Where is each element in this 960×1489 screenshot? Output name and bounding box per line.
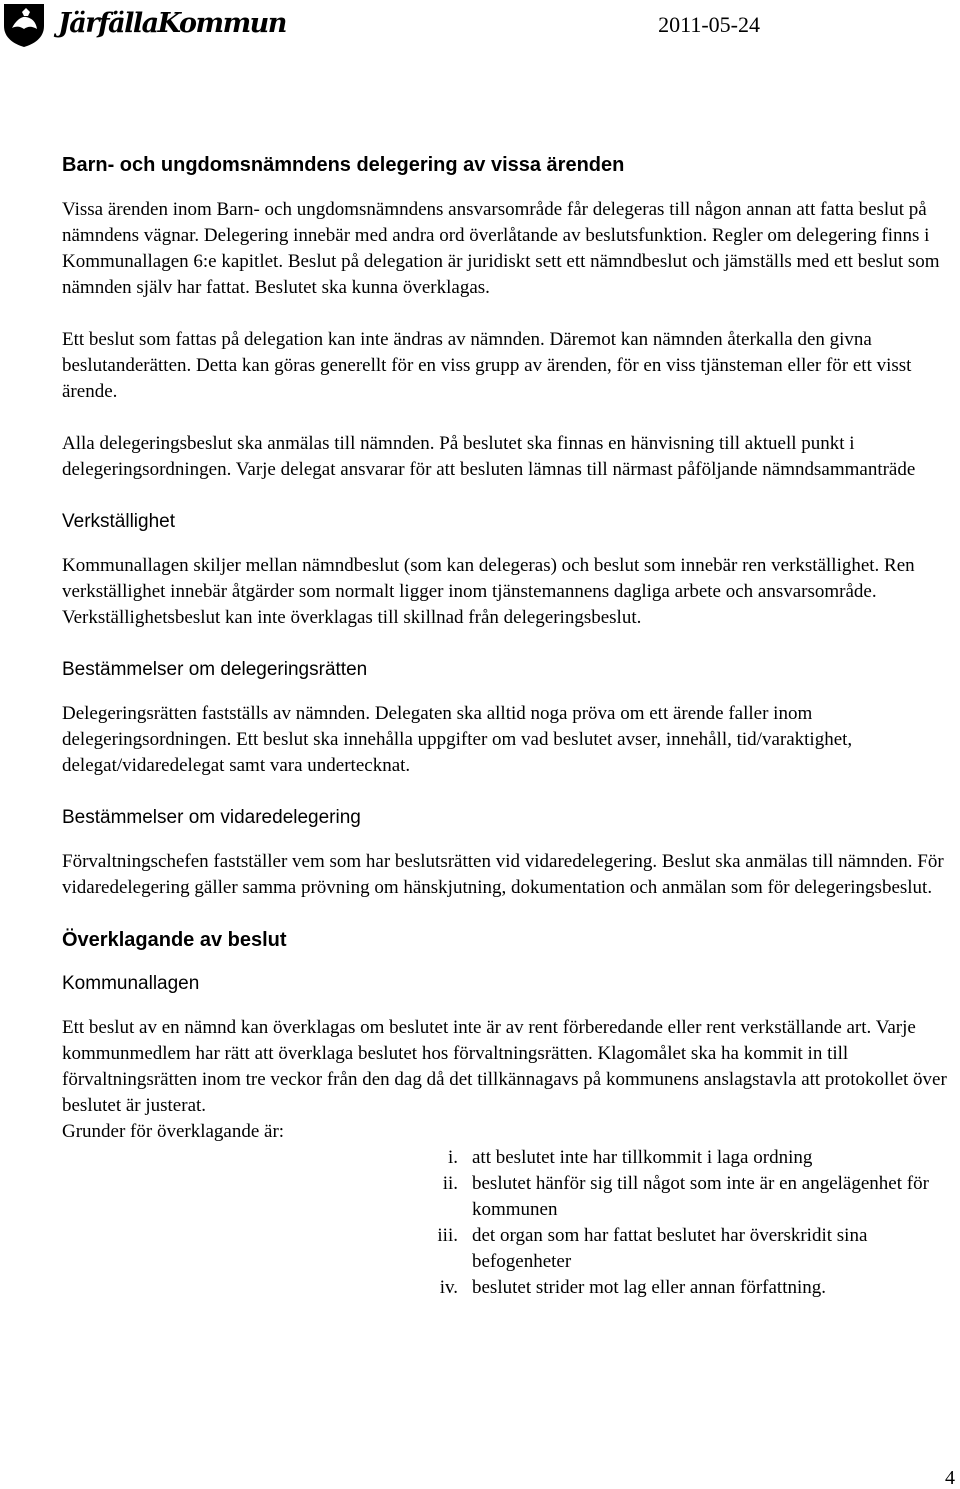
list-item-number: i. <box>447 1147 458 1168</box>
list-item-text: det organ som har fattat beslutet har överskridit sina befogenheter <box>472 1225 868 1272</box>
page-number: 4 <box>945 1467 955 1489</box>
list-item <box>62 1275 960 1301</box>
heading-verkstallighet: Verkställighet <box>62 511 176 532</box>
list-item <box>62 1223 960 1275</box>
paragraph-verkstallighet: Kommunallagen skiljer mellan nämndbeslut (som kan delegeras) och beslut som innebär ren verkställighet. Ren verkställighet innebär åtgärder som normalt ligger inom tjänstemannens dagliga arbete och ansvarsområde. Verkställighetsbeslut kan inte överklagas till skillnad från delegeringsbeslut. <box>62 555 915 628</box>
paragraph-intro: Vissa ärenden inom Barn- och ungdomsnämndens ansvarsområde får delegeras till någon annan att fatta beslut på nämndens vägnar. Delegering innebär med andra ord överlåtande av beslutsfunktion. Regler om delegering finns i Kommunallagen 6:e kapitlet. Beslut på delegation är juridiskt sett ett nämndbeslut och jämställs med ett beslut som nämnden själv har fattat. Beslutet ska kunna överklagas. <box>62 199 940 298</box>
paragraph-aterkalla: Ett beslut som fattas på delegation kan inte ändras av nämnden. Däremot kan nämnden återkalla den givna beslutanderätten. Detta kan göras generellt för en viss grupp av ärenden, för en viss tjänsteman eller för ett visst ärende. <box>62 329 912 402</box>
heading-kommunallagen: Kommunallagen <box>62 973 200 994</box>
paragraph-grunder: Grunder för överklagande är: <box>62 1121 285 1142</box>
section-title-overklagande: Överklagande av beslut <box>62 929 287 951</box>
document-body <box>62 152 960 1301</box>
heading-bestammelser-delegeringsratten: Bestämmelser om delegeringsrätten <box>62 659 368 680</box>
paragraph-overklagande: Ett beslut av en nämnd kan överklagas om beslutet inte är av rent förberedande eller rent verkställande art. Varje kommunmedlem har rätt att överklaga beslutet hos förvaltningsrätten. Klagomålet ska ha kommit in till förvaltningsrätten inom tre veckor från den dag då det tillkännagavs på kommunens anslagstavla att protokollet över beslutet är justerat. <box>62 1017 947 1116</box>
section-title-delegering: Barn- och ungdomsnämndens delegering av vissa ärenden <box>62 154 625 176</box>
list-item <box>62 1145 960 1171</box>
list-item-text: att beslutet inte har tillkommit i laga ordning <box>472 1147 813 1168</box>
list-item-text: beslutet hänför sig till något som inte är en angelägenhet för kommunen <box>472 1173 929 1220</box>
list-item-number: ii. <box>442 1173 458 1194</box>
list-item-number: iii. <box>437 1225 458 1246</box>
document-date: 2011-05-24 <box>658 12 760 37</box>
paragraph-delegeringsratten: Delegeringsrätten fastställs av nämnden. Delegaten ska alltid noga pröva om ett ärende faller inom delegeringsordningen. Ett beslut ska innehålla uppgifter om vad beslutet avser, innehåll, tid/varaktighet, delegat/vidaredelegat samt vara undertecknat. <box>62 703 853 776</box>
municipality-logo: JärfällaKommun <box>58 8 286 39</box>
paragraph-anmalan: Alla delegeringsbeslut ska anmälas till nämnden. På beslutet ska finnas en hänvisning till aktuell punkt i delegeringsordningen. Varje delegat ansvarar för att besluten lämnas till närmast påföljande nämndsammanträde <box>62 433 916 480</box>
list-item <box>62 1171 960 1223</box>
grounds-list <box>62 1145 960 1301</box>
heading-bestammelser-vidaredelegering: Bestämmelser om vidaredelegering <box>62 807 361 828</box>
list-item-text: beslutet strider mot lag eller annan författning. <box>472 1277 827 1298</box>
list-item-number: iv. <box>439 1277 458 1298</box>
paragraph-vidaredelegering: Förvaltningschefen fastställer vem som har beslutsrätten vid vidaredelegering. Beslut ska anmälas till nämnden. För vidaredelegering gäller samma prövning om hänskjutning, dokumentation och anmälan som för delegeringsbeslut. <box>62 851 944 898</box>
page-header <box>0 0 960 60</box>
municipal-crest-icon <box>2 2 46 48</box>
